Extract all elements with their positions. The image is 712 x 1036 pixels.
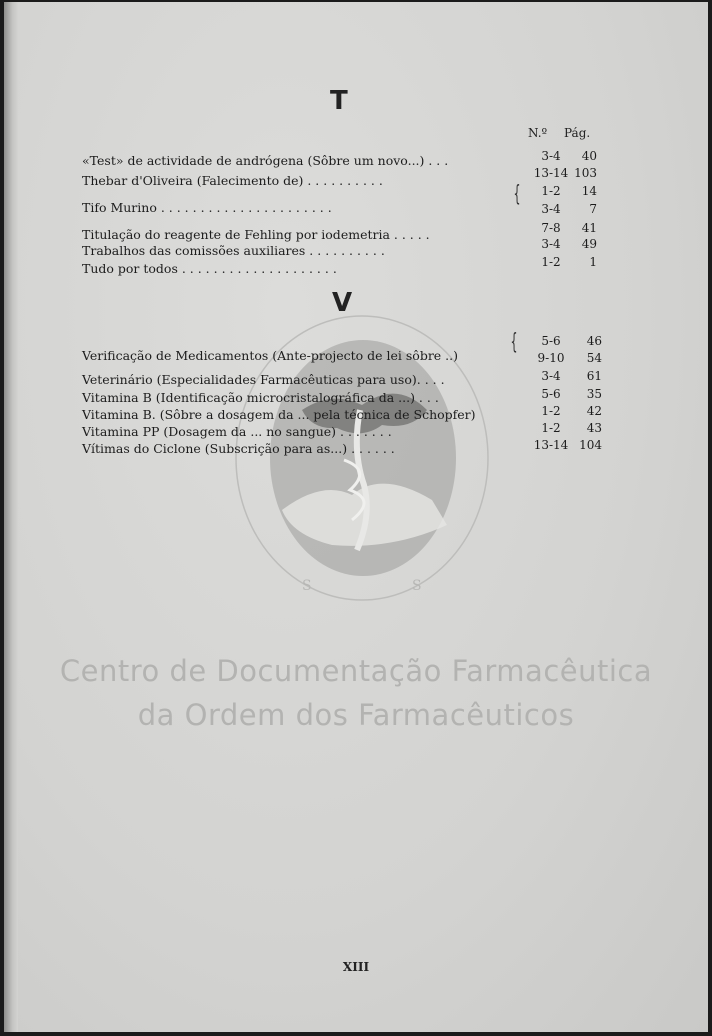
entry-number: 1-2 (541, 255, 561, 269)
entry-number: 9-10 (537, 351, 565, 365)
svg-text:S: S (302, 578, 312, 594)
entry-page: 7 (589, 202, 597, 216)
entry-number: 3-4 (541, 202, 561, 216)
section-letter-v: V (332, 288, 353, 318)
entry-page: 14 (581, 184, 597, 198)
page-spine (4, 2, 18, 1032)
entry-page: 61 (586, 369, 602, 383)
entry-page: 54 (586, 351, 602, 365)
index-entry: Vitamina B. (Sôbre a dosagem da ... pela técnica de Schopfer) (82, 407, 476, 422)
entry-page: 41 (581, 221, 597, 235)
index-entry: Tudo por todos . . . . . . . . . . . . . . . . . . . . (82, 261, 337, 276)
entry-number: 5-6 (541, 387, 561, 401)
watermark-line-2: da Ordem dos Farmacêuticos (137, 698, 575, 732)
section-letter-t: T (330, 86, 348, 116)
column-header-page: Pág. (564, 126, 591, 140)
document-page (4, 2, 708, 1032)
index-entry: Trabalhos das comissões auxiliares . . . . . . . . . . (82, 243, 385, 258)
entry-page: 104 (579, 438, 602, 452)
entry-number: 13-14 (533, 438, 569, 452)
entry-number: 3-4 (541, 369, 561, 383)
index-entry: Thebar d'Oliveira (Falecimento de) . . . . . . . . . . (82, 173, 383, 188)
entry-page: 103 (574, 166, 597, 180)
entry-page: 46 (586, 334, 602, 348)
entry-number: 1-2 (541, 404, 561, 418)
watermark-line-1: Centro de Documentação Farmacêutica (59, 654, 653, 688)
index-entry: Vitamina B (Identificação microcristalográfica da ...) . . . (82, 390, 439, 405)
entry-number: 13-14 (533, 166, 569, 180)
index-entry: Titulação do reagente de Fehling por iodemetria . . . . . (82, 227, 430, 242)
index-entry: Verificação de Medicamentos (Ante-projecto de lei sôbre ..) (82, 348, 459, 363)
entry-page: 42 (586, 404, 602, 418)
entry-number: 3-4 (541, 237, 561, 251)
entry-page: 40 (581, 149, 597, 163)
brace-mark: { (513, 182, 521, 207)
entry-number: 1-2 (541, 184, 561, 198)
index-entry: Vitamina PP (Dosagem da ... no sangue) . . . . . . . (82, 424, 392, 439)
page-folio: XIII (342, 960, 370, 974)
index-entry: Vítimas do Ciclone (Subscrição para as...) . . . . . . (82, 441, 395, 456)
brace-mark: { (510, 330, 518, 355)
entry-page: 1 (589, 255, 597, 269)
column-header-number: N.º (528, 126, 548, 140)
entry-page: 43 (586, 421, 602, 435)
entry-page: 35 (586, 387, 602, 401)
svg-text:S: S (412, 578, 422, 594)
entry-number: 1-2 (541, 421, 561, 435)
index-entry: Tifo Murino . . . . . . . . . . . . . . . . . . . . . . (82, 200, 332, 215)
index-entry: «Test» de actividade de andrógena (Sôbre um novo...) . . . (82, 153, 449, 168)
entry-number: 3-4 (541, 149, 561, 163)
entry-number: 5-6 (541, 334, 561, 348)
entry-page: 49 (581, 237, 597, 251)
index-entry: Veterinário (Especialidades Farmacêuticas para uso). . . . (82, 372, 445, 387)
entry-number: 7-8 (541, 221, 561, 235)
